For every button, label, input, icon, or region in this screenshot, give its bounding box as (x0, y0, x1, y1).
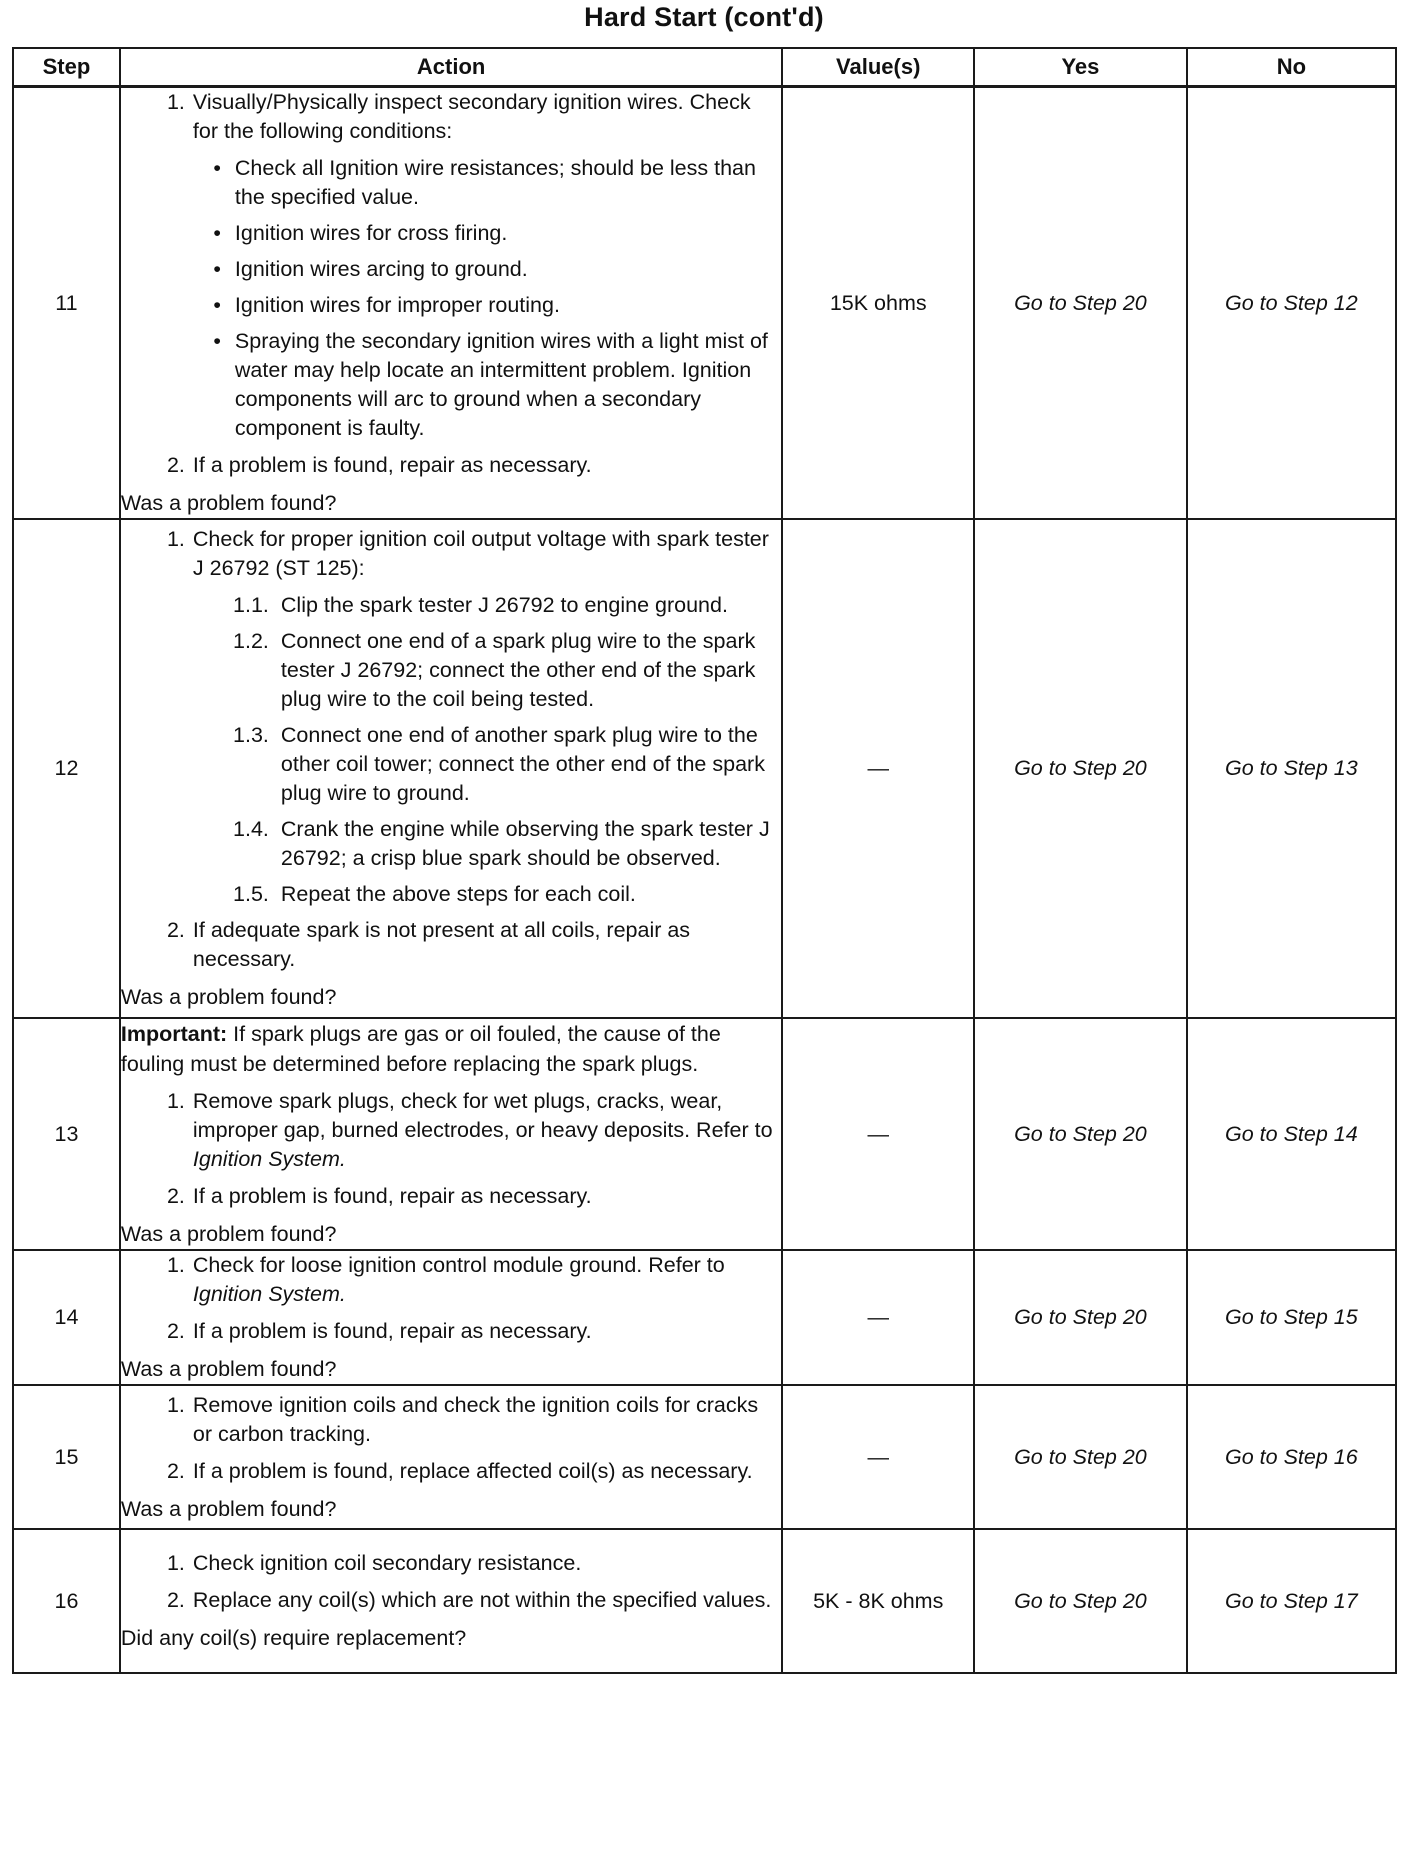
bullet-icon: • (213, 293, 221, 317)
sub-item (121, 721, 781, 808)
yes-link[interactable]: Go to Step 20 (974, 87, 1187, 520)
bullet-item (121, 219, 781, 248)
reference-link[interactable]: Ignition System. (192, 1147, 346, 1171)
item-text-main: Remove spark plugs, check for wet plugs, cracks, wear, improper gap, burned electrodes, or heavy deposits. Refer to (192, 1089, 773, 1142)
item-number: 2. (166, 453, 185, 477)
item-number: 2. (166, 1319, 185, 1343)
action-item (121, 1182, 781, 1211)
no-link[interactable]: Go to Step 16 (1187, 1385, 1396, 1529)
item-text: Remove ignition coils and check the ignition coils for cracks or carbon tracking. (192, 1392, 759, 1446)
bullet-icon: • (213, 257, 221, 281)
important-text: If spark plugs are gas or oil fouled, the cause of the fouling must be determined before replacing the spark plugs. (120, 1022, 721, 1076)
no-link[interactable]: Go to Step 15 (1187, 1250, 1396, 1385)
action-item (121, 451, 781, 480)
action-item (121, 1457, 781, 1486)
action-cell (120, 1529, 782, 1673)
item-number: 2. (166, 1588, 185, 1612)
yes-link[interactable]: Go to Step 20 (974, 1529, 1187, 1673)
step-number: 15 (13, 1385, 120, 1529)
item-text (193, 1087, 781, 1174)
sub-item-number: 1.5. (233, 882, 269, 906)
value-cell: — (782, 1385, 974, 1529)
item-number: 1. (166, 1253, 185, 1277)
question-text: Was a problem found? (120, 1222, 337, 1246)
sub-item-text: Repeat the above steps for each coil. (280, 882, 636, 906)
step-number: 13 (13, 1018, 120, 1250)
step-number: 11 (13, 87, 120, 520)
step-number: 12 (13, 519, 120, 1018)
sub-item-text: Connect one end of a spark plug wire to the spark tester J 26792; connect the other end of the spark plug wire to the coil being tested. (280, 629, 756, 711)
value-cell: — (782, 519, 974, 1018)
action-cell (120, 1385, 782, 1529)
value-cell: — (782, 1018, 974, 1250)
item-text: If a problem is found, repair as necessary. (192, 1184, 592, 1208)
item-text: If a problem is found, replace affected coil(s) as necessary. (192, 1458, 753, 1483)
bullet-list (121, 154, 781, 443)
action-item (121, 1317, 781, 1346)
no-link[interactable]: Go to Step 17 (1187, 1529, 1396, 1673)
sub-item (121, 815, 781, 873)
item-text: Check ignition coil secondary resistance. (192, 1551, 582, 1575)
item-text: Visually/Physically inspect secondary ignition wires. Check for the following conditions: (192, 90, 751, 143)
bullet-text: Spraying the secondary ignition wires with a light mist of water may help locate an intermittent problem. Ignition components will arc to ground when a secondary component is faulty. (234, 329, 768, 440)
header-action: Action (120, 48, 782, 87)
table-row (13, 1250, 1396, 1385)
table-row (13, 1529, 1396, 1673)
table-row (13, 1018, 1396, 1250)
sub-item-number: 1.1. (233, 593, 269, 617)
item-text: If a problem is found, repair as necessary. (192, 453, 592, 477)
sub-item-text: Clip the spark tester J 26792 to engine ground. (280, 593, 728, 617)
item-number: 1. (166, 1089, 185, 1113)
yes-link[interactable]: Go to Step 20 (974, 1018, 1187, 1250)
action-item (121, 1251, 781, 1309)
action-item (121, 88, 781, 146)
table-row (13, 519, 1396, 1018)
item-text: Replace any coil(s) which are not within the specified values. (192, 1588, 772, 1612)
bullet-text: Ignition wires arcing to ground. (234, 257, 528, 281)
action-cell (120, 519, 782, 1018)
bullet-icon: • (213, 156, 221, 180)
action-item (121, 1549, 781, 1578)
yes-link[interactable]: Go to Step 20 (974, 1385, 1187, 1529)
item-text: If a problem is found, repair as necessary. (192, 1319, 592, 1343)
sub-item-text: Connect one end of another spark plug wire to the other coil tower; connect the other end of the spark plug wire to ground. (280, 723, 765, 805)
header-step: Step (13, 48, 120, 87)
table-row (13, 1385, 1396, 1529)
action-item (121, 1586, 781, 1615)
item-number: 1. (166, 1392, 185, 1417)
item-number: 2. (166, 1458, 185, 1483)
item-number: 2. (166, 1184, 185, 1208)
no-link[interactable]: Go to Step 12 (1187, 87, 1396, 520)
value-cell: 5K - 8K ohms (782, 1529, 974, 1673)
step-number: 16 (13, 1529, 120, 1673)
action-item (121, 525, 781, 583)
action-cell (120, 87, 782, 520)
question-text: Was a problem found? (120, 1496, 337, 1521)
bullet-item (121, 327, 781, 443)
important-note (121, 1019, 781, 1079)
item-text-main: Check for loose ignition control module ground. Refer to (192, 1253, 725, 1277)
yes-link[interactable]: Go to Step 20 (974, 519, 1187, 1018)
bullet-item (121, 154, 781, 212)
question-text: Was a problem found? (120, 985, 337, 1009)
action-item (121, 1087, 781, 1174)
step-number: 14 (13, 1250, 120, 1385)
item-number: 1. (166, 90, 185, 114)
item-text: If adequate spark is not present at all coils, repair as necessary. (192, 918, 691, 971)
bullet-item (121, 255, 781, 284)
header-values: Value(s) (782, 48, 974, 87)
action-item (121, 916, 781, 974)
sub-item-number: 1.4. (233, 817, 269, 841)
question-text: Did any coil(s) require replacement? (120, 1626, 467, 1650)
page-title: Hard Start (cont'd) (584, 2, 824, 32)
item-number: 2. (166, 918, 185, 942)
no-link[interactable]: Go to Step 14 (1187, 1018, 1396, 1250)
no-link[interactable]: Go to Step 13 (1187, 519, 1396, 1018)
bullet-text: Ignition wires for cross firing. (234, 221, 508, 245)
header-row (13, 48, 1396, 87)
item-text (193, 1251, 781, 1309)
table-row (13, 87, 1396, 520)
yes-link[interactable]: Go to Step 20 (974, 1250, 1187, 1385)
header-yes: Yes (974, 48, 1187, 87)
value-cell: 15K ohms (782, 87, 974, 520)
important-label: Important: (120, 1022, 228, 1046)
bullet-item (121, 291, 781, 320)
sub-item (121, 627, 781, 714)
item-number: 1. (166, 527, 185, 551)
sub-item (121, 591, 781, 620)
item-number: 1. (166, 1551, 185, 1575)
bullet-text: Ignition wires for improper routing. (234, 293, 560, 317)
reference-link[interactable]: Ignition System. (192, 1282, 346, 1306)
bullet-icon: • (213, 221, 221, 245)
sub-item-number: 1.2. (233, 629, 269, 653)
sub-item-number: 1.3. (233, 723, 269, 747)
sub-item (121, 880, 781, 909)
action-cell (120, 1018, 782, 1250)
value-cell: — (782, 1250, 974, 1385)
diagnostic-table (12, 47, 1397, 1674)
bullet-text: Check all Ignition wire resistances; should be less than the specified value. (234, 156, 756, 209)
sub-item-text: Crank the engine while observing the spark tester J 26792; a crisp blue spark should be observed. (280, 817, 770, 870)
action-item (121, 1391, 781, 1449)
question-text: Was a problem found? (120, 1357, 337, 1381)
action-cell (120, 1250, 782, 1385)
item-text: Check for proper ignition coil output voltage with spark tester J 26792 (ST 125): (192, 527, 769, 580)
question-text: Was a problem found? (120, 491, 337, 515)
header-no: No (1187, 48, 1396, 87)
bullet-icon: • (213, 329, 221, 353)
